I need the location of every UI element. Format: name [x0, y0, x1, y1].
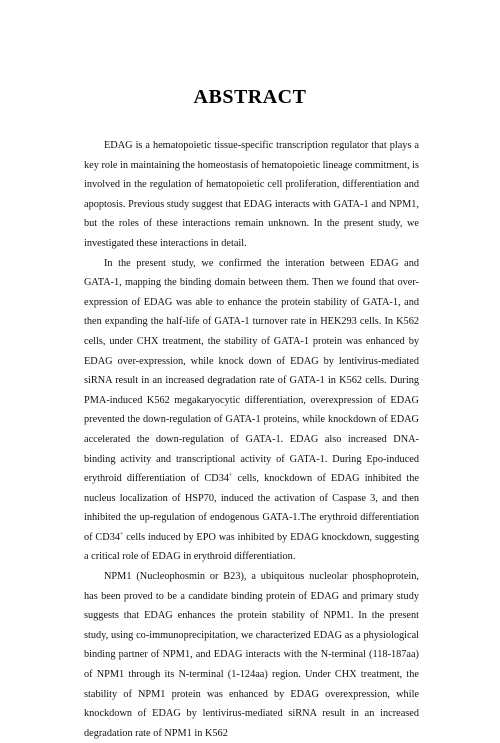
paragraph-npm1-study: NPM1 (Nucleophosmin or B23), a ubiquitous nucleolar phosphoprotein, has been proved to be a candidate binding protein of EDAG and primary study suggests that EDAG enhances the protein stability of NPM1. In the present study, using co-immunoprecipitation, we characterized EDAG as a physiological binding partner of NPM1, and EDAG interacts with the N-terminal (118-187aa) of NPM1 through its N-terminal (1-124aa) region. Under CHX treatment, the stability of NPM1 protein was enhanced by EDAG overexpression, while knockdown of EDAG by lentivirus-mediated siRNA result in an increased degradation rate of NPM1 in K562: [84, 571, 419, 739]
paragraph-gata1-text-part3: cells induced by EPO was inhibited by EDAG knockdown, suggesting a critical role of EDAG in erythroid differentiation.: [84, 531, 419, 563]
page-title: ABSTRACT: [193, 86, 307, 108]
paragraph-gata1-text-part2: cells, knockdown of EDAG inhibited the nucleus localization of HSP70, induced the activation of Caspase 3, and then inhibited the up-regulation of endogenous GATA-1.The erythroid differentiation of CD34: [84, 473, 420, 543]
paragraph-gata1-study: [84, 254, 419, 568]
abstract-body: [84, 136, 419, 743]
paragraph-edag-intro: EDAG is a hematopoietic tissue-specific transcription regulator that plays a key role in maintaining the homeostasis of hematopoietic lineage commitment, is involved in the regulation of hematopoietic cell proliferation, differentiation and apoptosis. Previous study suggest that EDAG interacts with GATA-1 and NPM1, but the roles of these interactions remain unknown. In the present study, we investigated these interactions in detail.: [84, 140, 419, 249]
superscript-plus: +: [229, 472, 233, 479]
paragraph-gata1-text-part1: In the present study, we confirmed the interation between EDAG and GATA-1, mapping the binding domain between them. Then we found that over-expression of EDAG was able to enhance the protein stability of GATA-1, and then expanding the half-life of GATA-1 turnover rate in HEK293 cells. In K562 cells, under CHX treatment, the stability of GATA-1 protein was enhanced by EDAG over-expression, while knock down of EDAG by lentivirus-mediated siRNA result in an increased degradation rate of GATA-1 in K562 cells. During PMA-induced K562 megakaryocytic differentiation, overexpression of EDAG prevented the down-regulation of GATA-1 proteins, while knockdown of EDAG accelerated the down-regulation of GATA-1. EDAG also increased DNA-binding activity and transcriptional activity of GATA-1. During Epo-induced erythroid differentiation of CD34: [84, 257, 419, 485]
superscript-plus: +: [120, 531, 124, 538]
